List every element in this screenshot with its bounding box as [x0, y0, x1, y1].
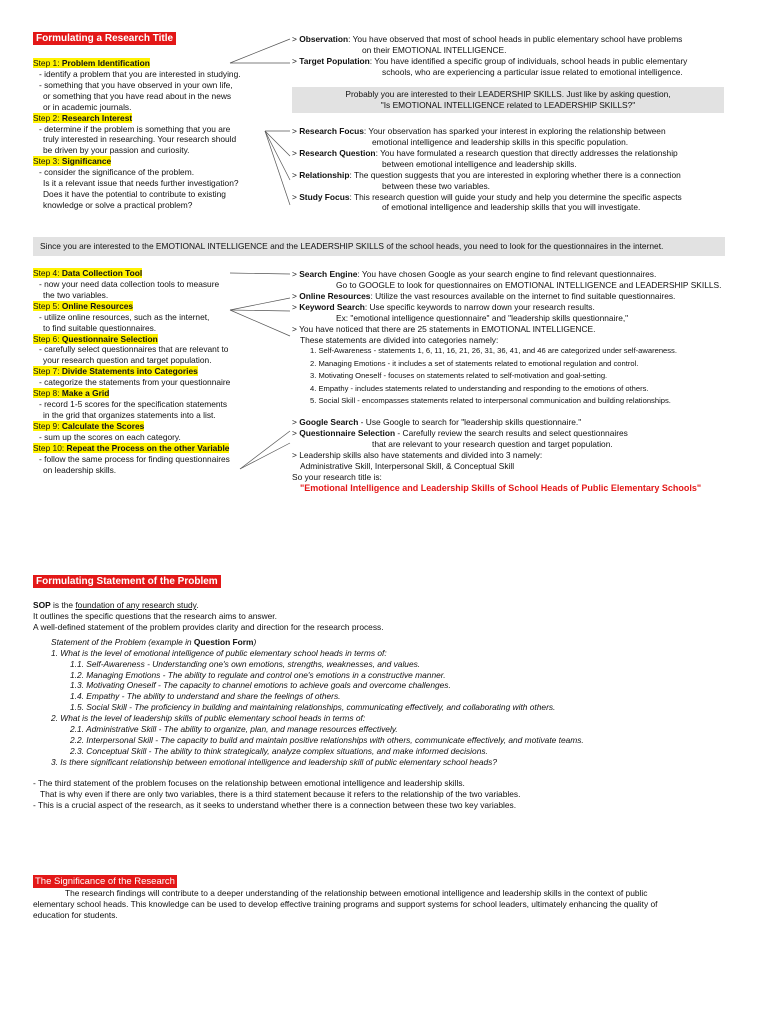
sop-line: A well-defined statement of the problem provides clarity and direction for the research process. — [33, 621, 384, 632]
section-header-research-title: Formulating a Research Title — [33, 32, 176, 45]
step-10-text: - follow the same process for finding questionnaires — [39, 453, 230, 464]
study-focus-cont: of emotional intelligence and leadership skills that you will investigate. — [382, 202, 641, 213]
question-item: 1.4. Empathy - The ability to understand and share the feelings of others. — [70, 691, 341, 702]
step-9-label: Step 9: Calculate the Scores — [33, 420, 145, 431]
section-header-sop: Formulating Statement of the Problem — [33, 575, 221, 588]
category-item: 4. Empathy - includes statements related to understanding and responding to the emotions of others. — [310, 383, 649, 393]
step-6-label: Step 6: Questionnaire Selection — [33, 333, 158, 344]
step-8-text: in the grid that organizes statements into a list. — [43, 409, 216, 420]
questionnaire-selection-cont: that are relevant to your research question and target population. — [372, 439, 613, 450]
sop-note: That is why even if there are only two variables, there is a third statement because it refers to the relationship of the two variables. — [40, 788, 521, 799]
questionnaire-band — [33, 237, 725, 256]
search-engine-cont: Go to GOOGLE to look for questionnaires on EMOTIONAL INTELLIGENCE and LEADERSHIP SKILLS. — [336, 279, 722, 290]
divided-line: These statements are divided into categories namely: — [300, 334, 499, 345]
step-3-label: Step 3: Significance — [33, 156, 112, 167]
sop-line: It outlines the specific questions that the research aims to answer. — [33, 610, 277, 621]
step-8-text: - record 1-5 scores for the specification statements — [39, 399, 228, 410]
step-1-text: or in academic journals. — [43, 101, 132, 112]
step-7-text: - categorize the statements from your questionnaire — [39, 377, 231, 388]
step-4-label: Step 4: Data Collection Tool — [33, 268, 143, 278]
steps-4-10 — [33, 268, 273, 476]
step-1-label: Step 1: Problem Identification — [33, 58, 150, 68]
significance-text: The research findings will contribute to a deeper understanding of the relationship between emotional intelligence and leadership skills in the context of public — [65, 888, 648, 898]
observation-line: > Observation: You have observed that most of school heads in public elementary school have problems — [292, 34, 683, 44]
observation-block — [292, 34, 732, 78]
step-6-text: - carefully select questionnaires that are relevant to — [39, 344, 229, 355]
question-item: 2.1. Administrative Skill - The ability to organize, plan, and manage resources effectively. — [70, 724, 398, 735]
step-10-label: Step 10: Repeat the Process on the other Variable — [33, 442, 230, 453]
sop-block — [33, 600, 753, 811]
significance-text: education for students. — [33, 909, 118, 920]
significance-text: elementary school heads. This knowledge can be used to develop effective training programs and support systems for school leaders, ultimately enhancing the quality of — [33, 898, 658, 909]
research-title: "Emotional Intelligence and Leadership Skills of School Heads of Public Elementary Schools" — [300, 483, 702, 494]
question-item: 1.5. Social Skill - The proficiency in building and maintaining relationships, communicating effectively, and collaborating with others. — [70, 702, 556, 713]
step-2-label: Step 2: Research Interest — [33, 112, 133, 123]
study-focus-line: > Study Focus: This research question will guide your study and help you determine the specific aspects — [292, 191, 682, 202]
leadership-question-box — [292, 87, 724, 113]
search-block — [292, 269, 742, 495]
category-item: 5. Social Skill - encompasses statements related to interpersonal communication and building relationships. — [310, 396, 671, 406]
online-resources-line: > Online Resources: Utilize the vast resources available on the internet to find suitable questionnaires. — [292, 290, 676, 301]
question-item: 1.2. Managing Emotions - The ability to regulate and control one's emotions in a constructive manner. — [70, 669, 446, 680]
sop-note: - This is a crucial aspect of the research, as it seeks to understand whether there is a connection between these two key variables. — [33, 799, 517, 810]
so-title-line: So your research title is: — [292, 472, 382, 483]
steps-1-3 — [33, 58, 268, 211]
step-3-text: Does it have the potential to contribute to existing — [43, 189, 226, 200]
step-5-text: to find suitable questionnaires. — [43, 322, 157, 333]
research-focus-block — [292, 126, 732, 213]
step-2-text: - determine if the problem is something that you are — [39, 123, 231, 134]
category-item: 2. Managing Emotions - it includes a set of statements related to emotional regulation and control. — [310, 358, 639, 368]
question-2: 2. What is the level of leadership skills of public elementary school heads in terms of: — [51, 713, 366, 724]
observation-cont: on their EMOTIONAL INTELLIGENCE. — [362, 44, 507, 55]
step-5-label: Step 5: Online Resources — [33, 300, 134, 311]
research-question-cont: between emotional intelligence and leadership skills. — [382, 158, 577, 169]
step-1-text: or something that you have read about in the news — [43, 90, 232, 101]
keyword-search-cont: Ex: "emotional intelligence questionnaire" and "leadership skills questionnaire," — [336, 312, 629, 323]
leadership-question-text: Probably you are interested to their LEADERSHIP SKILLS. Just like by asking question, — [345, 89, 671, 99]
step-3-text: Is it a relevant issue that needs further investigation? — [43, 178, 239, 189]
leadership-skills: Administrative Skill, Interpersonal Skill, & Conceptual Skill — [300, 461, 515, 472]
target-population-cont: schools, who are experiencing a particular issue related to emotional intelligence. — [382, 66, 683, 77]
leadership-question-text: "Is EMOTIONAL INTELLIGENCE related to LEADERSHIP SKILLS?" — [380, 99, 636, 110]
research-question-line: > Research Question: You have formulated a research question that directly addresses the relationship — [292, 147, 678, 158]
step-2-text: be driven by your passion and curiosity. — [43, 145, 190, 156]
leadership-line: > Leadership skills also have statements and divided into 3 namely: — [292, 450, 543, 461]
question-1: 1. What is the level of emotional intelligence of public elementary school heads in terms of: — [51, 647, 387, 658]
step-3-text: - consider the significance of the problem. — [39, 167, 195, 178]
keyword-search-line: > Keyword Search: Use specific keywords to narrow down your research results. — [292, 301, 595, 312]
sop-line: SOP is the foundation of any research study. — [33, 600, 199, 610]
step-1-text: - identify a problem that you are interested in studying. — [39, 68, 241, 79]
section-header-significance: The Significance of the Research — [35, 876, 175, 887]
step-4-text: - now your need data collection tools to measure — [39, 278, 220, 289]
questionnaire-selection-line: > Questionnaire Selection - Carefully review the search results and select questionnaires — [292, 428, 628, 439]
category-item: 1. Self-Awareness - statements 1, 6, 11, 16, 21, 26, 31, 36, 41, and 46 are categorized under self-awareness. — [310, 346, 677, 356]
research-focus-cont: emotional intelligence and leadership skills in this specific population. — [372, 136, 629, 147]
question-item: 2.3. Conceptual Skill - The ability to think strategically, analyze complex situations, and make informed decisions. — [70, 745, 488, 756]
search-engine-line: > Search Engine: You have chosen Google as your search engine to find relevant questionnaires. — [292, 269, 657, 279]
significance-block — [33, 888, 753, 921]
step-10-text: on leadership skills. — [43, 464, 117, 475]
question-item: 1.3. Motivating Oneself - The capacity to channel emotions to achieve goals and overcome challenges. — [70, 680, 451, 691]
category-item: 3. Motivating Oneself - focuses on statements related to self-motivation and goal-setting. — [310, 371, 608, 381]
step-9-text: - sum up the scores on each category. — [39, 431, 181, 442]
step-5-text: - utilize online resources, such as the internet, — [39, 311, 210, 322]
sp-example-label: Statement of the Problem (example in Question Form) — [51, 636, 257, 647]
relationship-cont: between these two variables. — [382, 180, 491, 191]
relationship-line: > Relationship: The question suggests that you are interested in exploring whether there is a connection — [292, 169, 681, 180]
step-3-text: knowledge or solve a practical problem? — [43, 199, 193, 210]
question-3: 3. Is there significant relationship between emotional intelligence and leadership skill of public elementary school heads? — [51, 756, 498, 767]
research-focus-line: > Research Focus: Your observation has sparked your interest in exploring the relationship between — [292, 126, 666, 136]
noticed-line: > You have noticed that there are 25 statements in EMOTIONAL INTELLIGENCE. — [292, 323, 596, 334]
step-2-text: truly interested in researching. Your research should — [43, 134, 237, 145]
step-6-text: your research question and target population. — [43, 355, 212, 366]
step-4-text: the two variables. — [43, 289, 109, 300]
step-1-text: - something that you have observed in your own life, — [39, 79, 233, 90]
questionnaire-band-text: Since you are interested to the EMOTIONAL INTELLIGENCE and the LEADERSHIP SKILLS of the school heads, you need to look for the questionnaires in the internet. — [40, 241, 664, 251]
step-7-label: Step 7: Divide Statements into Categories — [33, 366, 198, 377]
target-population-line: > Target Population: You have identified a specific group of individuals, school heads in public elementary — [292, 55, 688, 66]
google-search-line: > Google Search - Use Google to search for "leadership skills questionnaire." — [292, 417, 582, 428]
ei-categories — [292, 345, 742, 407]
question-item: 1.1. Self-Awareness - Understanding one's own emotions, strengths, weaknesses, and values. — [70, 658, 421, 669]
sop-note: - The third statement of the problem focuses on the relationship between emotional intelligence and leadership skills. — [33, 777, 465, 788]
question-item: 2.2. Interpersonal Skill - The capacity to build and maintain positive relationships with others, communicate effectively, and motivate teams. — [70, 735, 584, 746]
step-8-label: Step 8: Make a Grid — [33, 388, 110, 399]
